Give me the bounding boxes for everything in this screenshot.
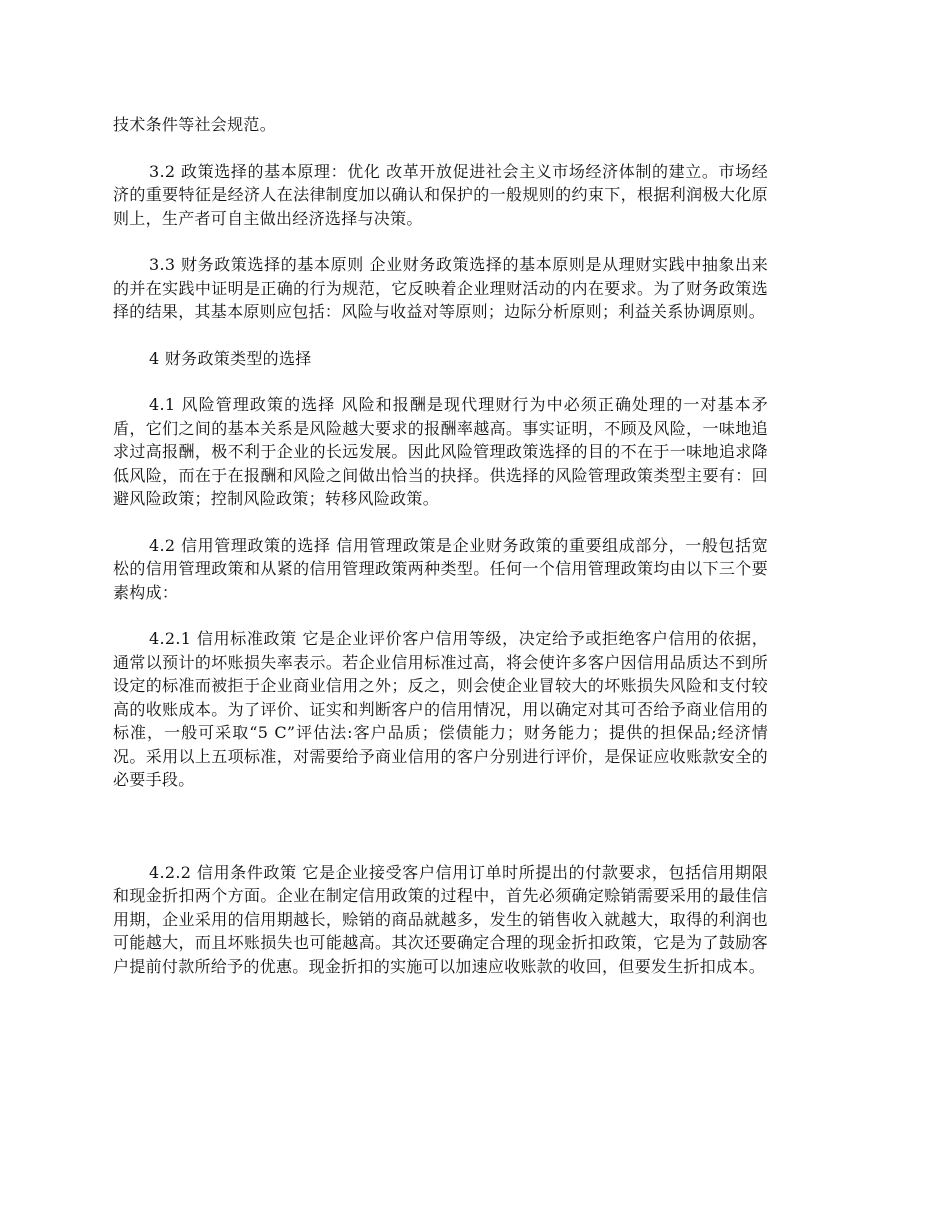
paragraph-4-1: 4.1 风险管理政策的选择 风险和报酬是现代理财行为中必须正确处理的一对基本矛盾，它们之间的基本关系是风险越大要求的报酬率越高。事实证明，不顾及风险，一味地追求过高报酬，极不利于企业的长远发展。因此风险管理政策选择的目的不在于一味地追求降低风险，而在于在报酬和风险之间做出恰当的抉择。供选择的风险管理政策类型主要有：回避风险政策；控制风险政策；转移风险政策。: [113, 395, 768, 508]
paragraph-4-2: 4.2 信用管理政策的选择 信用管理政策是企业财务政策的重要组成部分，一般包括宽松的信用管理政策和从紧的信用管理政策两种类型。任何一个信用管理政策均由以下三个要素构成：: [113, 535, 768, 602]
document-body: [113, 113, 768, 978]
paragraph-continuation: 技术条件等社会规范。: [113, 115, 277, 134]
paragraph-3-3: 3.3 财务政策选择的基本原则 企业财务政策选择的基本原则是从理财实践中抽象出来的并在实践中证明是正确的行为规范，它反映着企业理财活动的内在要求。为了财务政策选择的结果，其基本原则应包括：风险与收益对等原则；边际分析原则；利益关系协调原则。: [113, 255, 768, 321]
section-heading-4: 4 财务政策类型的选择: [149, 348, 312, 368]
paragraph-3-2: 3.2 政策选择的基本原理：优化 改革开放促进社会主义市场经济体制的建立。市场经济的重要特征是经济人在法律制度加以确认和保护的一般规则的约束下，根据利润极大化原则上，生产者可自主做出经济选择与决策。: [113, 161, 768, 228]
paragraph-4-2-1: 4.2.1 信用标准政策 它是企业评价客户信用等级，决定给予或拒绝客户信用的依据，通常以预计的坏账损失率表示。若企业信用标准过高，将会使许多客户因信用品质达不到所设定的标准而被拒于企业商业信用之外；反之，则会使企业冒较大的坏账损失风险和支付较高的收账成本。为了评价、证实和判断客户的信用情况，用以确定对其可否给予商业信用的标准，一般可采取“5 C”评估法:客户品质；偿债能力；财务能力；提供的担保品;经济情况。采用以上五项标准，对需要给予商业信用的客户分别进行评价，是保证应收账款安全的必要手段。: [113, 629, 768, 789]
paragraph-4-2-2: 4.2.2 信用条件政策 它是企业接受客户信用订单时所提出的付款要求，包括信用期限和现金折扣两个方面。企业在制定信用政策的过程中，首先必须确定赊销需要采用的最佳信用期，企业采用的信用期越长，赊销的商品就越多，发生的销售收入就越大，取得的利润也可能越大，而且坏账损失也可能越高。其次还要确定合理的现金折扣政策，它是为了鼓励客户提前付款所给予的优惠。现金折扣的实施可以加速应收账款的收回，但要发生折扣成本。: [113, 862, 768, 976]
